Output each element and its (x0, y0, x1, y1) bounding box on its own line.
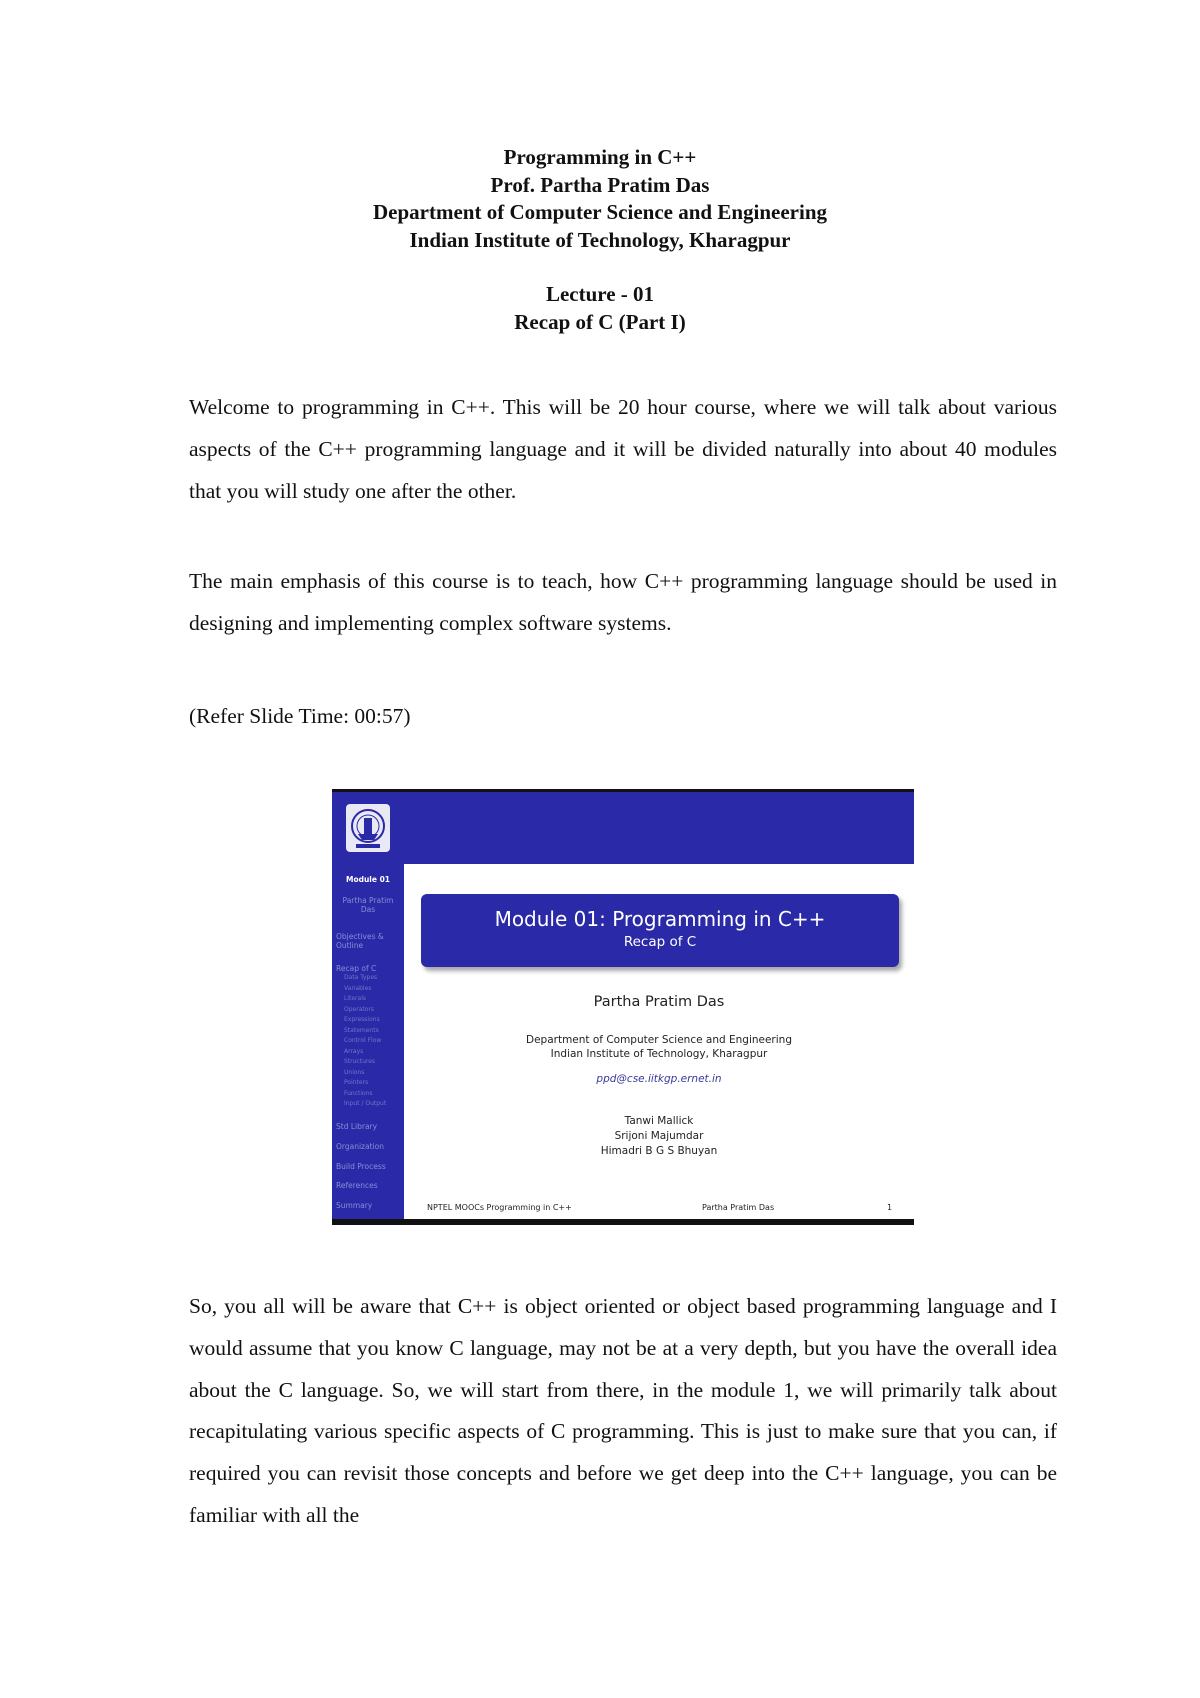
slide-institute-line: Indian Institute of Technology, Kharagpur (550, 1048, 768, 1060)
sidebar-subitem: Pointers (344, 1079, 369, 1086)
sidebar-item-references: References (336, 1181, 378, 1190)
sidebar-item-summary: Summary (336, 1201, 373, 1210)
sidebar-item-build-process: Build Process (336, 1162, 386, 1171)
course-title: Programming in C++ (503, 145, 697, 169)
contributor-name: Himadri B G S Bhuyan (600, 1145, 718, 1157)
paragraph-recap: So, you all will be aware that C++ is object oriented or object based programming language and I would assume that you know C language, may not be at a very depth, but you have the overall idea about the C language. So, we will start from there, in the module 1, we will primarily talk about recapitulating various specific aspects of C programming. This is just to make sure that you can, if required you can revisit those concepts and before we get deep into the C++ language, you can be familiar with all the (189, 1294, 1057, 1527)
contributor-name: Srijoni Majumdar (614, 1130, 704, 1142)
sidebar-item-std-library: Std Library (336, 1122, 378, 1131)
sidebar-subitem: Unions (344, 1068, 365, 1076)
sidebar-subitem: Variables (344, 984, 372, 992)
sidebar-subitem: Data Types (344, 974, 378, 981)
contributor-name: Tanwi Mallick (624, 1115, 694, 1127)
paragraph-emphasis: The main emphasis of this course is to teach, how C++ programming language should be used in designing and implementing complex software systems. (189, 569, 1057, 635)
iit-logo-icon (346, 804, 390, 852)
sidebar-item-organization: Organization (336, 1142, 384, 1151)
sidebar-subitem: Structures (344, 1058, 376, 1065)
sidebar-subitem: Statements (344, 1026, 379, 1034)
sidebar-subitem: Operators (344, 1005, 374, 1013)
slide-subtitle: Recap of C (623, 934, 697, 950)
sidebar-item-objectives: Objectives & Outline (336, 932, 384, 950)
sidebar-subitem: Expressions (344, 1016, 380, 1023)
sidebar-item-author: Partha Pratim Das (342, 896, 394, 914)
slide-image (332, 789, 914, 1225)
slide-title: Module 01: Programming in C++ (494, 907, 826, 931)
professor-name: Prof. Partha Pratim Das (490, 172, 710, 197)
sidebar-recap-label: Recap of C (336, 964, 377, 973)
sidebar-subitem: Arrays (344, 1047, 364, 1055)
slide-time-reference: (Refer Slide Time: 00:57) (189, 704, 411, 728)
slide-author: Partha Pratim Das (593, 994, 725, 1010)
department-name: Department of Computer Science and Engineering (373, 200, 827, 224)
slide-contributors (404, 1114, 914, 1159)
sidebar-item-recap (336, 964, 400, 1110)
sidebar-subitem: Input / Output (344, 1100, 387, 1107)
slide-email: ppd@cse.iitkgp.ernet.in (596, 1073, 722, 1085)
slide-footer-page: 1 (887, 1203, 893, 1212)
sidebar-subitem: Literals (344, 995, 366, 1002)
slide-footer-author: Partha Pratim Das (702, 1203, 775, 1212)
institute-name: Indian Institute of Technology, Kharagpur (409, 227, 791, 252)
paragraph-intro: Welcome to programming in C++. This will be 20 hour course, where we will talk about various aspects of the C++ programming language and it will be divided naturally into about 40 modules that you will study one after the other. (189, 395, 1057, 503)
sidebar-subitem: Control Flow (344, 1037, 382, 1044)
slide-affiliation (404, 1033, 914, 1061)
slide-top-bar (404, 792, 914, 864)
slide-sidebar (332, 792, 404, 1219)
sidebar-item-module: Module 01 (345, 875, 391, 884)
sidebar-subitem: Functions (344, 1089, 373, 1097)
lecture-topic: Recap of C (Part I) (514, 309, 686, 334)
slide-title-box (421, 894, 899, 967)
lecture-number: Lecture - 01 (545, 282, 655, 306)
slide-footer-course: NPTEL MOOCs Programming in C++ (427, 1203, 572, 1212)
document-header (0, 144, 1200, 336)
slide-dept-line: Department of Computer Science and Engineering (525, 1034, 792, 1046)
